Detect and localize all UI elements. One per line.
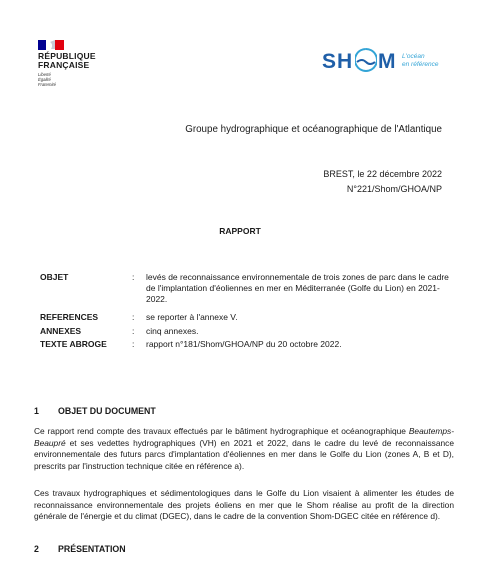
section-1-heading — [34, 406, 156, 416]
shom-tagline-2: en référence — [402, 61, 439, 68]
p1-before: Ce rapport rend compte des travaux effectués par le bâtiment hydrographique et océanographique — [34, 426, 409, 436]
meta-block — [40, 272, 450, 353]
rf-motto — [38, 72, 128, 87]
section-2-title: PRÉSENTATION — [58, 544, 126, 554]
republique-francaise-logo — [38, 40, 128, 87]
organisation-name: Groupe hydrographique et océanographique de l'Atlantique — [185, 124, 442, 135]
place-date: BREST, le 22 décembre 2022 — [323, 169, 442, 179]
document-reference: N°221/Shom/GHOA/NP — [346, 184, 442, 194]
rf-line-2: FRANÇAISE — [38, 60, 90, 70]
meta-key-annexes: ANNEXES — [40, 325, 82, 336]
rf-line-1: RÉPUBLIQUE — [38, 51, 96, 61]
section-2-number: 2 — [34, 544, 39, 554]
rf-motto-3: Fraternité — [38, 82, 56, 87]
meta-key-references: REFERENCES — [40, 312, 99, 322]
shom-tagline-1: L'océan — [402, 53, 425, 60]
section-1-paragraph-1 — [34, 426, 454, 472]
rf-motto-1: Liberté — [38, 72, 51, 77]
section-1-paragraph-2: Ces travaux hydrographiques et sédimentologiques dans le Golfe du Lion visaient à alimenter les études de reconnaissance environnementale des projets éoliens en mer que le Shom réalise au profit de la direction générale de l'énergie et du climat (DGEC), dans le cadre de la convention Shom-DGEC citée en référence d). — [34, 488, 454, 522]
meta-colon: : — [132, 312, 135, 322]
meta-row-texte-abroge — [40, 339, 450, 350]
meta-value-objet: levés de reconnaissance environnementale de trois zones de parc dans le cadre de l'implantation d'éoliennes en mer en Méditerranée (Golfe du Lion) en 2021-2022. — [146, 272, 449, 304]
meta-colon: : — [132, 272, 135, 282]
section-1-number: 1 — [34, 406, 39, 416]
meta-row-annexes — [40, 326, 450, 337]
rf-motto-2: Égalité — [38, 77, 51, 82]
section-1-title: OBJET DU DOCUMENT — [58, 406, 156, 416]
shom-logo — [322, 46, 462, 80]
shom-word: SH — [322, 50, 354, 73]
meta-colon: : — [132, 339, 135, 349]
marianne-flag-icon — [38, 40, 64, 50]
shom-circle-icon — [355, 46, 377, 76]
meta-row-objet — [40, 272, 450, 305]
shom-m: M — [378, 50, 396, 73]
meta-value-annexes: cinq annexes. — [146, 325, 199, 336]
meta-key-texte-abroge: TEXTE ABROGE — [40, 339, 107, 349]
p1-after: et ses vedettes hydrographiques (VH) en 2021 et 2022, dans le cadre du levé de reconnaissance environnementale des futurs parcs d'implantation d'éoliennes en mer dans le Golfe du Lion (zones A, B et D), prescrits par l'instruction technique citée en référence a). — [34, 437, 454, 471]
shom-tagline — [402, 53, 439, 69]
ship-name: Beautemps-Beaupré — [34, 426, 454, 448]
meta-value-texte-abroge: rapport n°181/Shom/GHOA/NP du 20 octobre 2022. — [146, 339, 342, 349]
meta-row-references — [40, 312, 450, 323]
section-2-heading — [34, 544, 126, 554]
meta-colon: : — [132, 325, 135, 336]
meta-value-references: se reporter à l'annexe V. — [146, 312, 238, 322]
document-title: RAPPORT — [219, 226, 261, 236]
meta-key-objet: OBJET — [40, 272, 69, 282]
